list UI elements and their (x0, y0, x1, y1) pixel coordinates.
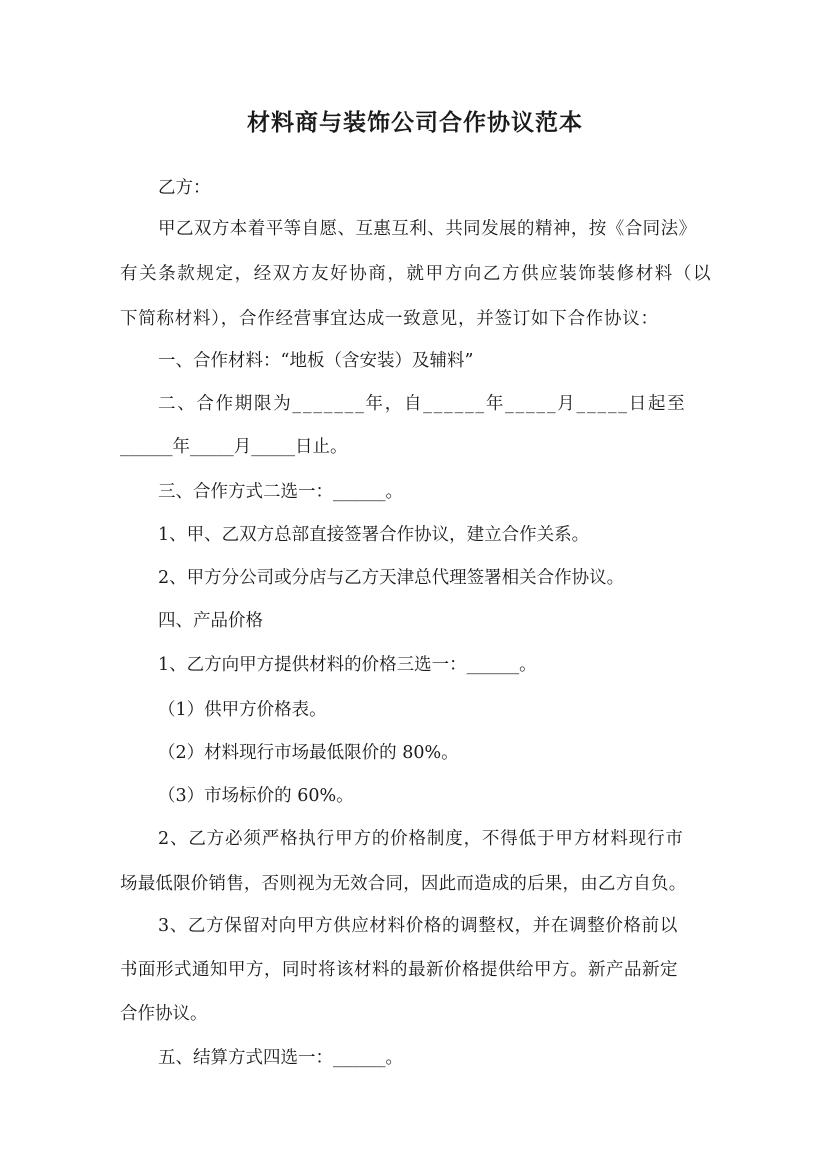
intro-line-1: 甲乙双方本着平等自愿、互惠互利、共同发展的精神，按《合同法》 (158, 219, 697, 239)
clause-4-option-2: （2）材料现行市场最低限价的 80%。 (158, 743, 459, 763)
clause-4-item-3-line-2: 书面形式通知甲方，同时将该材料的最新价格提供给甲方。新产品新定 (120, 960, 678, 980)
clause-1-materials: 一、合作材料：“地板（含安装）及辅料” (158, 351, 474, 371)
party-b-line: 乙方： (158, 178, 211, 198)
clause-4-item-1: 1、乙方向甲方提供材料的价格三选一：______。 (158, 655, 537, 675)
clause-4-item-2-line-2: 场最低限价销售，否则视为无效合同，因此而造成的后果，由乙方自负。 (120, 874, 687, 894)
clause-4-heading: 四、产品价格 (158, 611, 263, 631)
clause-4-item-3-line-3: 合作协议。 (120, 1004, 208, 1024)
document-title: 材料商与装饰公司合作协议范本 (247, 110, 583, 136)
clause-2-term-line-1: 二、合作期限为_______年，自______年_____月_____日起至 (158, 394, 687, 414)
clause-3-option-2: 2、甲方分公司或分店与乙方天津总代理签署相关合作协议。 (158, 568, 625, 588)
clause-3-mode: 三、合作方式二选一：______。 (158, 482, 403, 502)
clause-4-item-2-line-1: 2、乙方必须严格执行甲方的价格制度，不得低于甲方材料现行市 (158, 829, 684, 849)
clause-5-settlement: 五、结算方式四选一：______。 (158, 1048, 403, 1068)
intro-line-2: 有关条款规定，经双方友好协商，就甲方向乙方供应装饰装修材料（以 (120, 264, 713, 284)
clause-4-option-1: （1）供甲方价格表。 (158, 700, 327, 720)
clause-4-option-3: （3）市场标价的 60%。 (158, 786, 354, 806)
intro-line-3: 下简称材料），合作经营事宜达成一致意见，并签订如下合作协议： (120, 309, 659, 329)
clause-3-option-1: 1、甲、乙双方总部直接签署合作协议，建立合作关系。 (158, 525, 590, 545)
clause-4-item-3-line-1: 3、乙方保留对向甲方供应材料价格的调整权，并在调整价格前以 (158, 916, 678, 936)
clause-2-term-line-2: ______年_____月_____日止。 (120, 437, 348, 457)
